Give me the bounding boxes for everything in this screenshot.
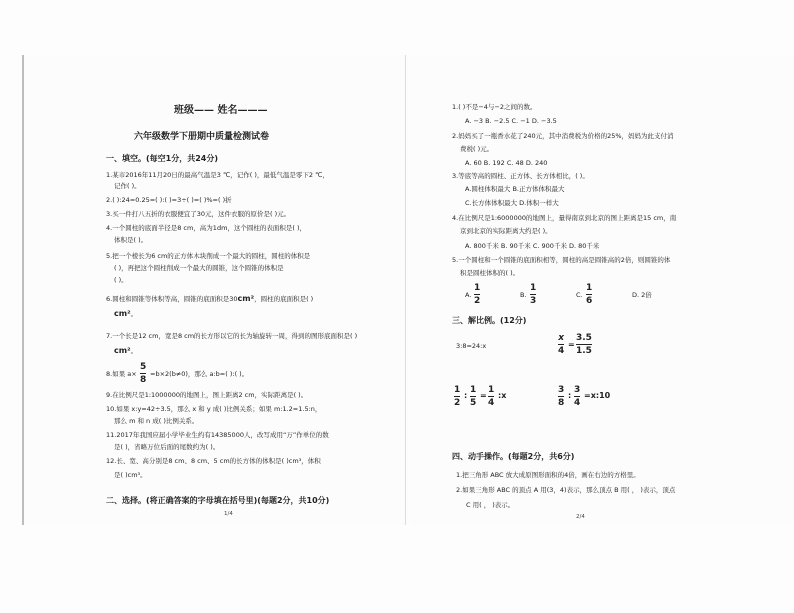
choice-5-option-b-label: B. [520,291,527,299]
question-6-line2 [114,310,137,318]
fraction-bar [558,396,564,397]
question-5-line3: ( )。 [114,276,128,284]
operation-2-line2: C 用( ， )表示。 [466,501,515,509]
question-11-line1: 11.2017年我国应届小学毕业生约有14385000人，改写成用“万”作单位的数 [106,431,329,439]
equation-1: 3:8=24:x [456,342,487,350]
equation-3-equals: = [480,391,487,400]
equation-4-colon: : [568,391,572,400]
question-7-end: 。 [130,347,138,355]
denominator: 3 [530,296,537,306]
choice-4-line1: 4.在比例尺是1:6000000的地图上，量得南京到北京的图上距离是15 cm，南 [452,214,677,222]
section-choice: 二、选择。(将正确答案的字母填在括号里)(每题2分，共10分) [106,496,330,505]
choice-5-option-b-fraction [530,283,536,306]
denominator: 2 [474,296,481,306]
page-number-left: 1/4 [224,511,233,517]
question-5-line1: 5.把一个棱长为6 cm的正方体木块削成一个最大的圆柱，圆柱的体积是 [106,252,311,260]
equation-2-right [576,333,592,356]
choice-5-option-a-label: A. [465,291,472,299]
class-name-line: 班级—— 姓名——— [174,105,268,116]
question-11-line2: 是( )，省略万位后面的尾数约为( )。 [114,443,220,451]
question-5-line2: ( )，再把这个圆柱削成一个最大的圆锥，这个圆锥的体积是 [114,264,284,272]
choice-5-option-c-fraction [586,283,592,306]
question-12-line1: 12.长、宽、高分别是8 cm、8 cm、5 cm的长方体的体积是( )cm³，体积 [106,457,321,465]
equation-4-term-1 [558,385,564,408]
question-6-text-b: ，圆柱的底面积是( ) [254,295,314,303]
fraction-bar [470,396,476,397]
equation-3-tail: :x [498,391,507,400]
page-number-right: 2/4 [576,514,585,520]
equation-2-left [558,333,564,356]
numerator: 1 [470,385,477,395]
page-fold [405,55,406,525]
choice-4-line2: 京到北京的实际距离大约是( )。 [460,227,552,235]
question-6-text-a: 6.圆柱和圆锥等体积等高，圆锥的底面积是30 [106,295,238,303]
numerator: 1 [474,283,481,293]
question-7-line2 [114,347,137,355]
question-8-fraction [140,362,146,385]
section-fill-blank: 一、填空。(每空1分，共24分) [106,154,219,163]
fraction-bar [488,396,494,397]
numerator: 1 [454,385,461,395]
choice-1-options: A. −3 B. −2.5 C. −1 D. −3.5 [465,117,557,125]
question-8-denominator: 8 [140,375,147,385]
question-2: 2.( ):24=0.25=( ):( )=3÷( )=( )%=( )折 [106,196,232,204]
choice-5-option-c-label: C. [576,291,583,299]
operation-1: 1.把三角形 ABC 放大成原图形面积的4倍，画在右边的方格里。 [456,471,640,479]
question-4-line1: 4.一个圆柱的底面半径是8 cm，高为1dm，这个圆柱的表面积是( )， [106,224,307,232]
question-6-line1 [106,295,313,303]
question-8-numerator: 5 [140,362,147,372]
fraction-bar [558,344,564,345]
left-page [22,55,408,525]
fraction-bar [574,396,580,397]
question-6-unit-2: cm² [114,309,131,318]
choice-3: 3.等底等高的圆柱、正方体、长方体相比，( )。 [452,172,589,180]
numerator: 1 [530,283,537,293]
choice-5-option-a-fraction [474,283,480,306]
question-8-post: =b×2(b≠0)，那么 a:b=( ):( )。 [150,370,249,378]
question-10-line2: 那么 m 和 n 成( )比例关系。 [114,417,199,425]
question-12-line2: 是( )cm³。 [114,471,147,479]
choice-1: 1.( )不是−4与−2之间的数。 [452,103,537,111]
numerator: x [558,333,565,343]
fraction-bar [474,294,480,295]
equation-3-term-2 [470,385,476,408]
equation-4-term-2 [574,385,580,408]
fraction-bar [454,396,460,397]
denominator: 4 [574,398,581,408]
question-7-unit: cm² [114,346,131,355]
question-1-line2: 记作( )。 [114,182,141,190]
denominator: 1.5 [576,346,592,356]
section-solve-proportion: 三、解比例。(12分) [452,316,527,325]
question-9: 9.在比例尺是1:1000000的地图上，图上距离2 cm，实际距离是( )。 [106,391,308,399]
fraction-bar [140,373,146,374]
numerator: 1 [586,283,593,293]
denominator: 2 [454,398,461,408]
denominator: 4 [558,346,565,356]
choice-3-options-cd: C.长方体体积最大 D.体积一样大 [465,199,559,207]
exam-title: 六年级数学下册期中质量检测试卷 [134,132,270,142]
question-3: 3.买一件打八五折的衣服便宜了30元，这件衣服的原价是( )元。 [106,210,291,218]
right-page [410,55,794,525]
choice-2-options: A. 60 B. 192 C. 48 D. 240 [465,159,548,167]
question-8-pre: 8.如果 a× [106,370,137,378]
equation-4-tail: =x:10 [584,391,611,400]
denominator: 8 [558,398,565,408]
numerator: 3 [574,385,581,395]
equation-3-term-1 [454,385,460,408]
choice-5-line2: 积是圆柱体积的( )。 [460,269,520,277]
numerator: 3.5 [576,333,592,343]
numerator: 3 [558,385,565,395]
question-6-unit: cm² [237,294,255,303]
numerator: 1 [488,385,495,395]
choice-3-options-ab: A.圆柱体积最大 B.正方体体积最大 [465,185,565,193]
equation-3-colon: : [464,391,468,400]
fraction-bar [530,294,536,295]
operation-2-line1: 2.如果三角形 ABC 的顶点 A 用(3，4)表示，那么顶点 B 用( ， )表示，顶点 [456,486,676,494]
choice-2-line2: 费税( )元。 [460,145,494,153]
section-hands-on: 四、动手操作。(每题2分，共6分) [452,452,575,461]
denominator: 5 [470,398,477,408]
fraction-bar [576,344,592,345]
denominator: 4 [488,398,495,408]
choice-2-line1: 2.妈妈买了一瓶香水花了240元，其中消费税为价格的25%，妈妈为此支付消 [452,132,674,140]
question-1-line1: 1.某市2016年11月20日的最高气温是3 ℃，记作( )，最低气温是零下2 ℃， [106,171,329,179]
fraction-bar [586,294,592,295]
choice-5-option-d: D. 2倍 [632,291,652,299]
choice-4-options: A. 800千米 B. 90千米 C. 900千米 D. 80千米 [465,242,600,250]
question-10-line1: 10.如果 x:y=42÷3.5，那么 x 和 y 成( )比例关系；如果 m:1.2=1.5:n， [106,405,322,413]
equation-3-term-3 [488,385,494,408]
denominator: 6 [586,296,593,306]
choice-5-line1: 5.一个圆柱和一个圆锥的底面积相等，圆柱的高是圆锥高的2倍，则圆锥的体 [452,256,671,264]
question-6-end: 。 [130,310,138,318]
question-4-line2: 体积是( )。 [114,236,148,244]
equation-2-equals: = [568,340,575,349]
question-7-line1: 7.一个长是12 cm，宽是8 cm的长方形以它的长为轴旋转一周，得到的图形底面积是( ) [106,332,358,340]
